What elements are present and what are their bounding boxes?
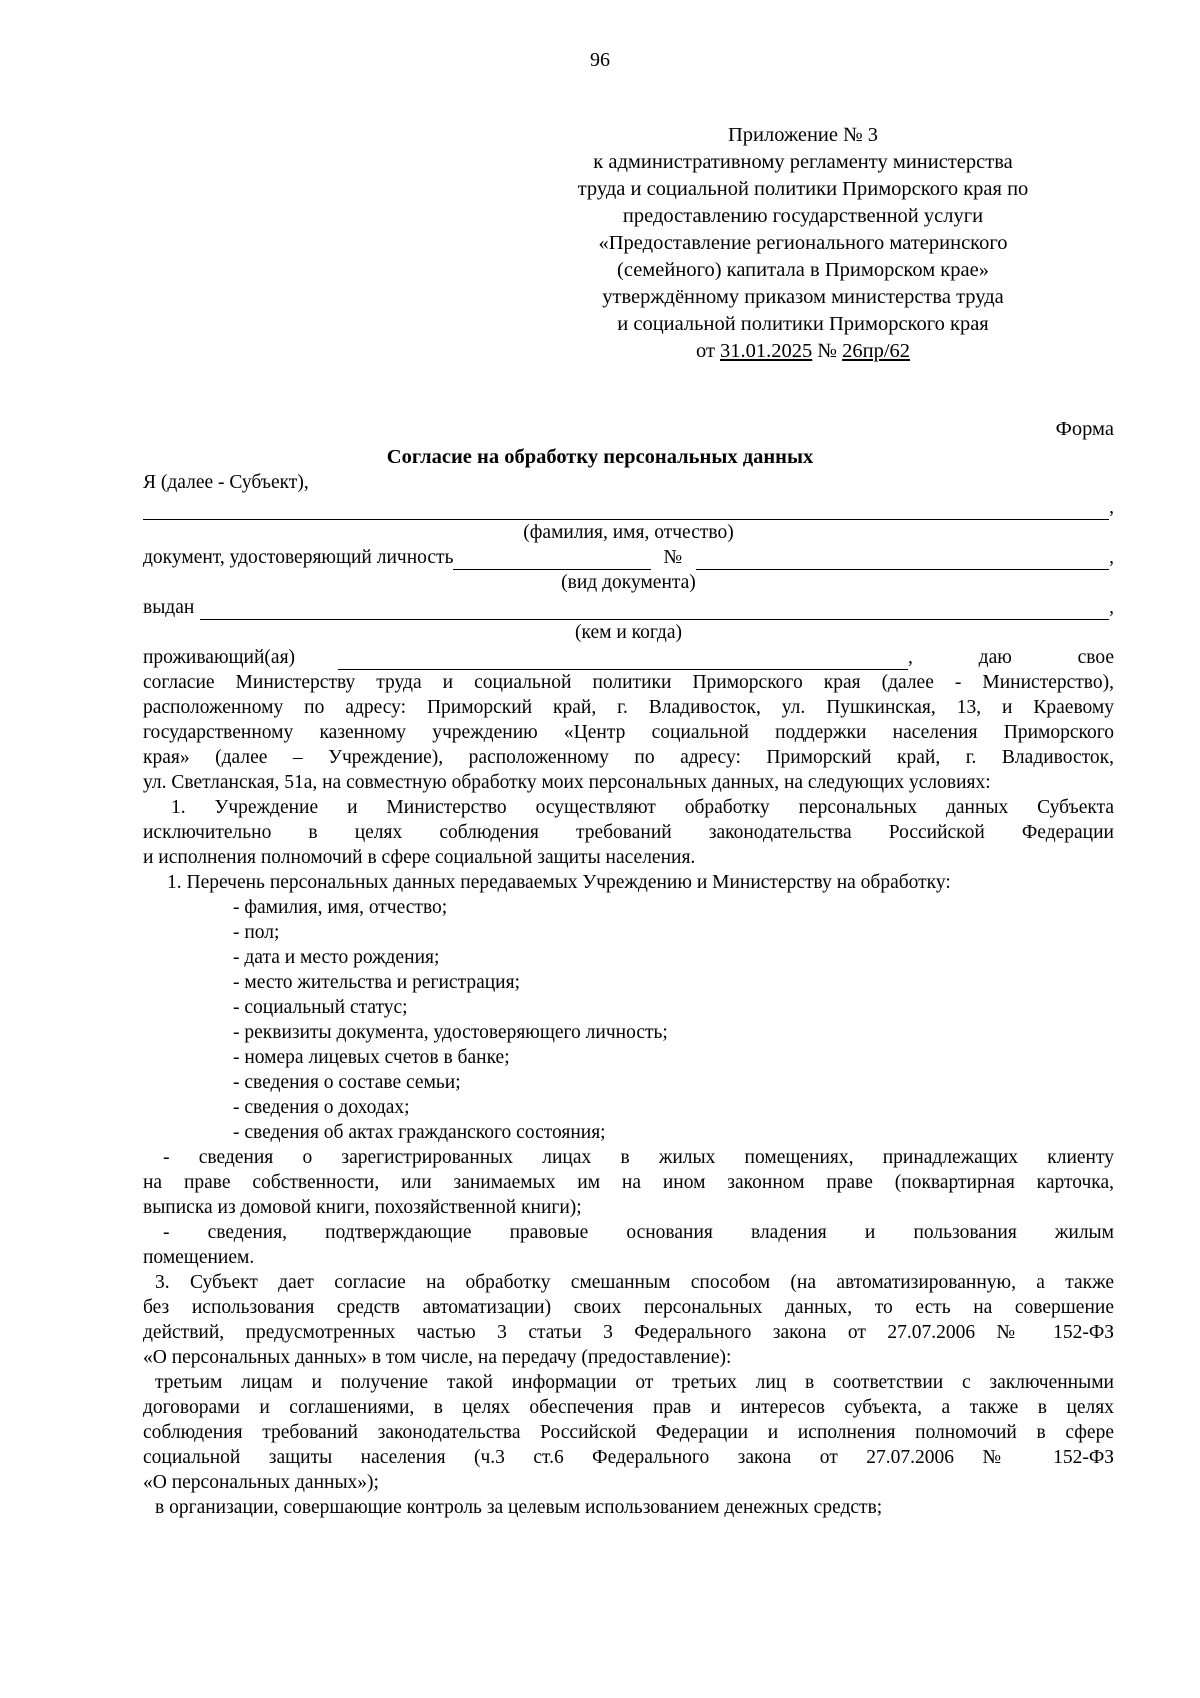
residing-row — [143, 645, 1114, 670]
third-party-line: соблюдения требований законодательства Российской Федерации и исполнения полномочий в сфере — [143, 1422, 1114, 1443]
fio-row — [143, 495, 1114, 520]
third-party-line: «О персональных данных»); — [143, 1472, 379, 1493]
appendix-line: и социальной политики Приморского края — [617, 313, 989, 335]
list-item: - реквизиты документа, удостоверяющего личность; — [233, 1022, 668, 1043]
item2-head: 1. Перечень персональных данных передаваемых Учреждению и Министерству на обработку: — [167, 872, 951, 893]
list-item: - сведения об актах гражданского состояния; — [233, 1122, 606, 1143]
item1-line: и исполнения полномочий в сфере социальной защиты населения. — [143, 847, 696, 868]
control-line: в организации, совершающие контроль за целевым использованием денежных средств; — [155, 1497, 883, 1518]
comma: , — [1109, 547, 1114, 568]
intro-line: расположенному по адресу: Приморский край, г. Владивосток, ул. Пушкинская, 13, и Краевому — [143, 697, 1114, 718]
list-item: - сведения о составе семьи; — [233, 1072, 461, 1093]
item3-line: без использования средств автоматизации) своих персональных данных, то есть на совершение — [143, 1297, 1114, 1318]
comma: , — [1109, 497, 1114, 518]
issued-caption: (кем и когда) — [575, 622, 682, 643]
third-party-line: третьим лицам и получение такой информации от третьих лиц в соответствии с заключенными — [155, 1372, 1114, 1393]
intro-line: государственному казенному учреждению «Центр социальной поддержки населения Приморского — [143, 722, 1114, 743]
registered-line: выписка из домовой книги, похозяйственной книги); — [143, 1197, 582, 1218]
list-item: - место жительства и регистрация; — [233, 972, 520, 993]
third-party-line: социальной защиты населения (ч.3 ст.6 Федерального закона от 27.07.2006 № 152-ФЗ — [143, 1447, 1114, 1468]
date-prefix: от — [695, 340, 721, 362]
document-type-field[interactable] — [453, 551, 651, 570]
item3-line: действий, предусмотренных частью 3 статьи 3 Федерального закона от 27.07.2006 № 152-ФЗ — [143, 1322, 1114, 1343]
document-title: Согласие на обработку персональных данных — [386, 446, 814, 468]
number-sign: № — [812, 340, 843, 362]
issued-label: выдан — [143, 597, 195, 618]
comma: , — [1109, 597, 1114, 618]
registered-line: на праве собственности, или занимаемых им на ином законном праве (поквартирная карточка, — [143, 1172, 1114, 1193]
appendix-date-line — [520, 338, 1086, 365]
consent-body — [143, 470, 1114, 1520]
appendix-line: «Предоставление регионального материнского — [598, 232, 1008, 254]
document-number-label: № — [663, 547, 683, 568]
document-number-field[interactable] — [696, 551, 1109, 570]
order-date: 31.01.2025 — [720, 340, 813, 362]
intro-line: согласие Министерству труда и социальной политики Приморского края (далее - Министерство), — [143, 672, 1114, 693]
document-caption: (вид документа) — [561, 572, 696, 593]
list-item: - пол; — [233, 922, 280, 943]
registered-line: - сведения о зарегистрированных лицах в жилых помещениях, принадлежащих клиенту — [163, 1147, 1114, 1168]
page-number: 96 — [590, 49, 610, 71]
item3-line: «О персональных данных» в том числе, на передачу (предоставление): — [143, 1347, 732, 1368]
appendix-header — [520, 122, 1086, 365]
appendix-line: (семейного) капитала в Приморском крае» — [617, 259, 989, 281]
residing-field[interactable] — [338, 651, 908, 670]
list-item: - номера лицевых счетов в банке; — [233, 1047, 510, 1068]
appendix-line: труда и социальной политики Приморского края по — [577, 178, 1029, 200]
issued-row — [143, 595, 1114, 620]
item1-line: исключительно в целях соблюдения требований законодательства Российской Федерации — [143, 822, 1114, 843]
item3-line: 3. Субъект дает согласие на обработку смешанным способом (на автоматизированную, а также — [155, 1272, 1114, 1293]
appendix-line: Приложение № 3 — [727, 124, 879, 146]
subject-intro: Я (далее - Субъект), — [143, 472, 309, 493]
intro-line: ул. Светланская, 51а, на совместную обработку моих персональных данных, на следующих условиях: — [143, 772, 991, 793]
appendix-line: к административному регламенту министерства — [593, 151, 1013, 173]
housing-line: - сведения, подтверждающие правовые основания владения и пользования жилым — [163, 1222, 1114, 1243]
residing-after: , даю свое — [908, 647, 1114, 668]
appendix-line: предоставлению государственной услуги — [622, 205, 984, 227]
third-party-line: договорами и соглашениями, в целях обеспечения прав и интересов субъекта, а также в целях — [143, 1397, 1114, 1418]
list-item: - социальный статус; — [233, 997, 408, 1018]
form-label: Форма — [1055, 418, 1114, 440]
order-number: 26пр/62 — [842, 340, 911, 362]
residing-label: проживающий(ая) — [143, 647, 296, 668]
document-row — [143, 545, 1114, 570]
appendix-line: утверждённому приказом министерства труда — [602, 286, 1004, 308]
item1-line: 1. Учреждение и Министерство осуществляют обработку персональных данных Субъекта — [171, 797, 1114, 818]
housing-line: помещением. — [143, 1247, 255, 1268]
list-item: - сведения о доходах; — [233, 1097, 410, 1118]
list-item: - дата и место рождения; — [233, 947, 440, 968]
intro-line: края» (далее – Учреждение), расположенному по адресу: Приморский край, г. Владивосток, — [143, 747, 1114, 768]
issued-field[interactable] — [200, 601, 1109, 620]
document-label: документ, удостоверяющий личность — [143, 547, 454, 568]
list-item: - фамилия, имя, отчество; — [233, 897, 448, 918]
fio-caption: (фамилия, имя, отчество) — [523, 522, 734, 543]
fio-field[interactable] — [143, 501, 1109, 520]
